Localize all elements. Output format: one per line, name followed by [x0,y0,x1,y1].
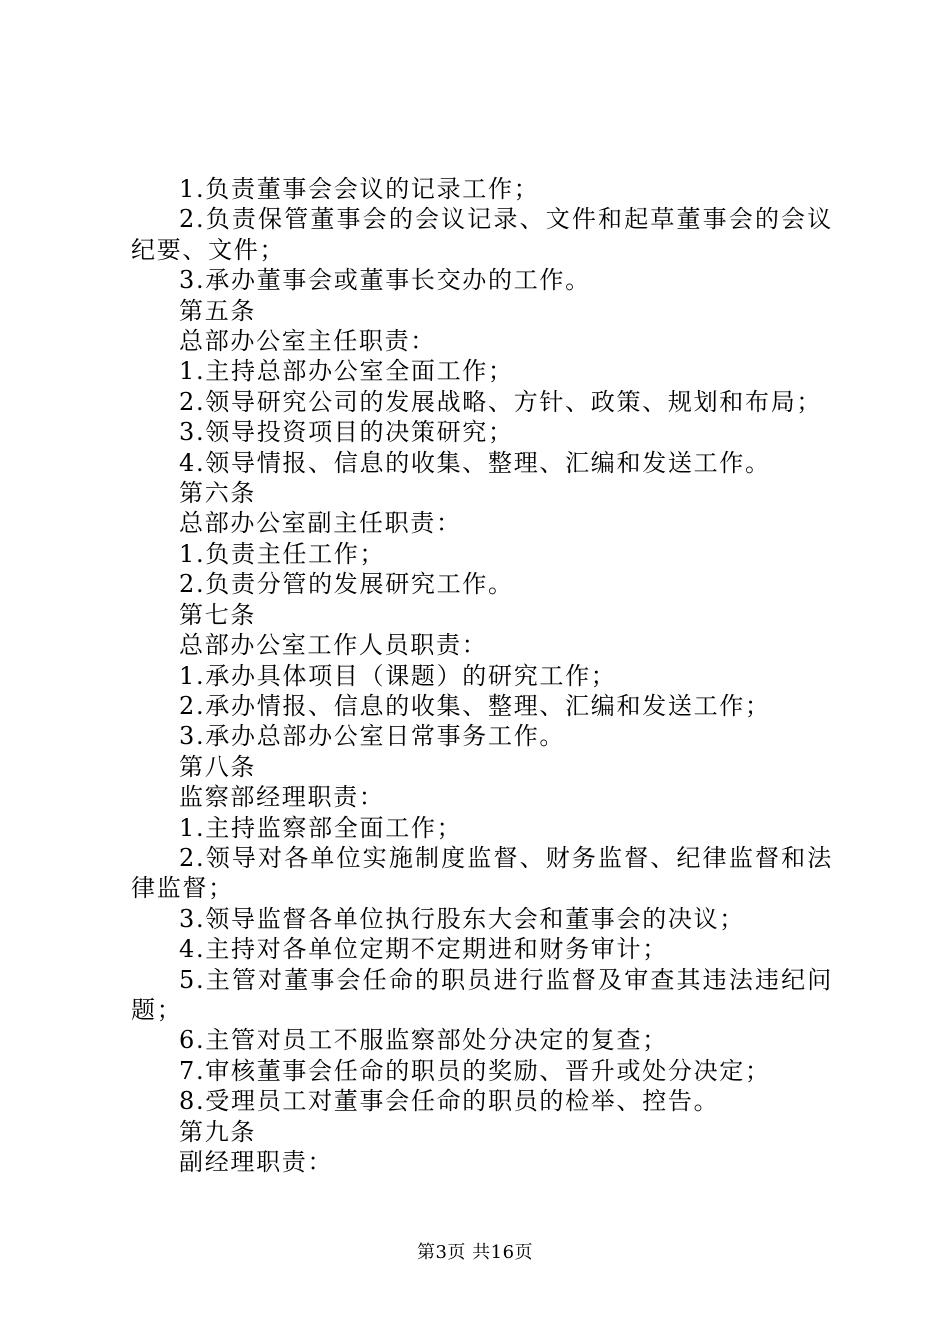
paragraph: 8.受理员工对董事会任命的职员的检举、控告。 [179,1087,720,1116]
paragraph: 副经理职责： [179,1148,334,1176]
paragraph: 4.主持对各单位定期不定期进和财务审计； [179,935,668,964]
page-number-label: 第3页 共16页 [416,1242,534,1263]
paragraph: 2.领导对各单位实施制度监督、财务监督、纪律监督和法律监督； [131,843,833,903]
paragraph: 2.领导研究公司的发展战略、方针、政策、规划和布局； [179,387,823,416]
paragraph: 1.主持总部办公室全面工作； [179,357,514,386]
article-heading: 第五条 [179,296,257,325]
paragraph: 3.领导投资项目的决策研究； [179,418,514,447]
paragraph: 1.负责董事会会议的记录工作； [179,175,540,203]
paragraph: 监察部经理职责： [179,783,385,812]
article-heading: 第七条 [179,600,257,629]
paragraph: 总部办公室副主任职责： [179,509,462,538]
paragraph: 1.负责主任工作； [179,539,386,568]
paragraph: 2.承办情报、信息的收集、整理、汇编和发送工作； [179,691,771,720]
article-heading: 第九条 [179,1117,257,1146]
paragraph: 6.主管对员工不服监察部处分决定的复查； [179,1026,668,1055]
paragraph: 1.承办具体项目（课题）的研究工作； [179,661,617,690]
paragraph: 2.负责保管董事会的会议记录、文件和起草董事会的会议纪要、文件； [131,205,833,264]
paragraph: 3.承办董事会或董事长交办的工作。 [179,266,591,295]
paragraph: 总部办公室工作人员职责： [179,631,488,660]
article-heading: 第六条 [179,479,257,508]
page-footer [0,1241,950,1265]
paragraph: 3.承办总部办公室日常事务工作。 [179,722,566,751]
document-body [131,174,833,1177]
paragraph: 4.领导情报、信息的收集、整理、汇编和发送工作。 [179,448,771,477]
paragraph: 总部办公室主任职责： [179,327,436,356]
paragraph: 2.负责分管的发展研究工作。 [179,570,514,599]
paragraph: 1.主持监察部全面工作； [179,813,463,842]
paragraph: 7.审核董事会任命的职员的奖励、晋升或处分决定； [179,1056,771,1085]
article-heading: 第八条 [179,752,257,781]
paragraph: 3.领导监督各单位执行股东大会和董事会的决议； [179,904,745,933]
paragraph: 5.主管对董事会任命的职员进行监督及审查其违法违纪问题； [131,965,833,1024]
